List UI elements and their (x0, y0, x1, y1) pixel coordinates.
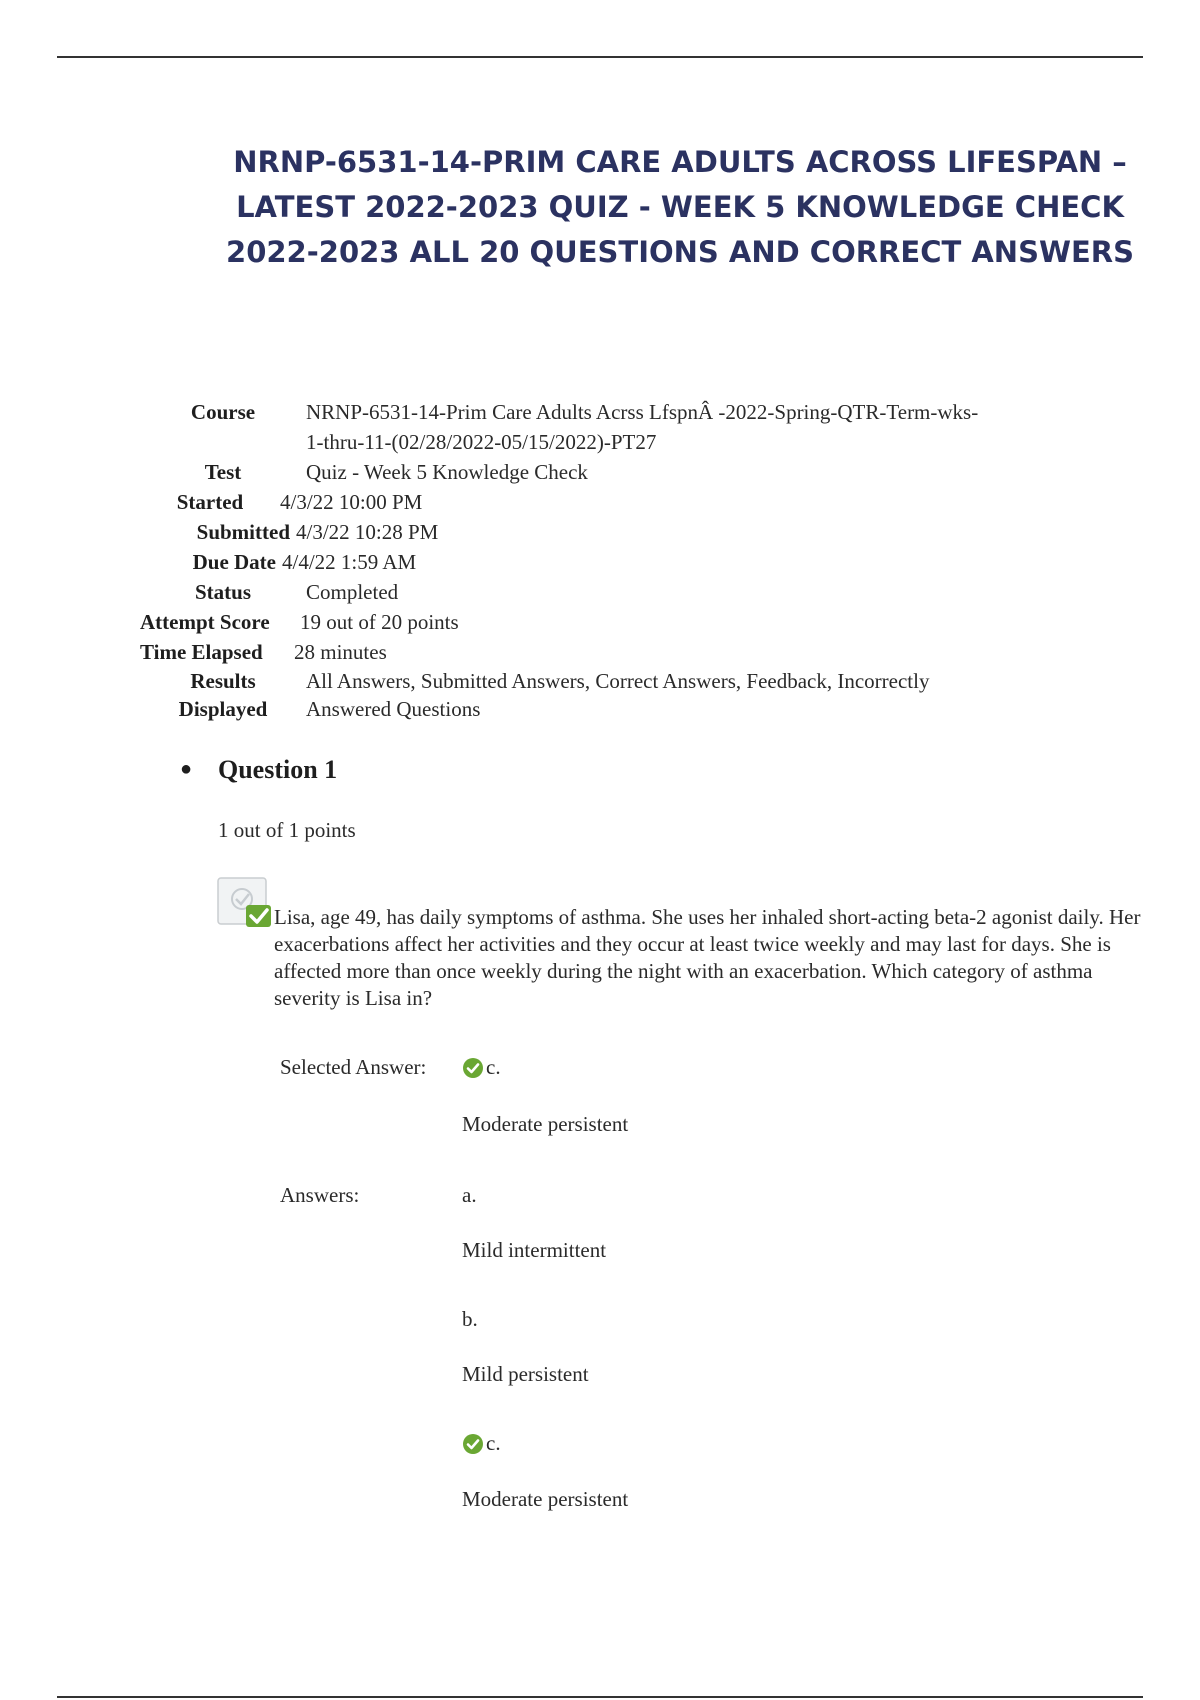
top-rule (57, 56, 1143, 58)
bullet-icon: ● (180, 758, 193, 780)
answer-option-a: a. (462, 1183, 477, 1207)
submitted-row (140, 517, 978, 547)
title-line-3: 2022-2023 ALL 20 QUESTIONS AND CORRECT ANSWERS (226, 235, 1134, 269)
correct-answer-icon (217, 877, 273, 929)
course-row (140, 397, 978, 457)
attempt-score-value: 19 out of 20 points (300, 610, 459, 634)
check-icon (462, 1057, 484, 1079)
answer-option-c: c. (462, 1431, 501, 1456)
status-label: Status (194, 580, 252, 604)
test-label: Test (204, 460, 242, 484)
results-displayed-value: All Answers, Submitted Answers, Correct Answers, Feedback, Incorrectly Answered Questions (306, 669, 930, 721)
due-date-value: 4/4/22 1:59 AM (282, 550, 417, 574)
due-date-label: Due Date (192, 550, 276, 574)
status-row (140, 577, 978, 607)
selected-answer-label: Selected Answer: (280, 1055, 427, 1079)
test-info-table (140, 397, 978, 723)
answer-option-b: b. (462, 1307, 478, 1331)
document-title (210, 140, 1150, 275)
question-points: 1 out of 1 points (218, 818, 356, 842)
status-value: Completed (306, 580, 399, 604)
answer-option-a-text: Mild intermittent (462, 1238, 607, 1262)
started-row (140, 487, 978, 517)
question-text: Lisa, age 49, has daily symptoms of asthma. She uses her inhaled short-acting beta-2 agonist daily. Her exacerbations affect her activities and they occur at least twice weekly and may last for days. She is affected more than once weekly during the night with an exacerbation. Which category of asthma severity is Lisa in? (274, 905, 1141, 1010)
attempt-score-row (140, 607, 978, 637)
answer-option-c-text: Moderate persistent (462, 1487, 629, 1511)
check-icon (462, 1433, 484, 1455)
title-line-1: NRNP-6531-14-PRIM CARE ADULTS ACROSS LIFESPAN – (233, 145, 1127, 179)
selected-answer-text: Moderate persistent (462, 1112, 629, 1136)
bottom-rule (57, 1696, 1143, 1698)
answer-option-b-text: Mild persistent (462, 1362, 589, 1386)
test-row (140, 457, 978, 487)
answers-label: Answers: (280, 1183, 360, 1207)
course-label: Course (190, 400, 256, 424)
attempt-score-label: Attempt Score (140, 610, 270, 634)
submitted-label: Submitted (196, 520, 290, 544)
time-elapsed-row (140, 637, 978, 667)
submitted-value: 4/3/22 10:28 PM (296, 520, 439, 544)
started-label: Started (176, 490, 244, 514)
title-line-2: LATEST 2022-2023 QUIZ - WEEK 5 KNOWLEDGE CHECK (236, 190, 1124, 224)
test-value: Quiz - Week 5 Knowledge Check (306, 460, 588, 484)
time-elapsed-value: 28 minutes (294, 640, 387, 664)
question-heading: ● Question 1 (180, 755, 338, 784)
due-date-row (140, 547, 978, 577)
started-value: 4/3/22 10:00 PM (280, 490, 423, 514)
time-elapsed-label: Time Elapsed (140, 640, 263, 664)
results-displayed-label: Results Displayed (178, 669, 268, 721)
selected-answer-letter: c. (486, 1055, 501, 1079)
selected-answer-item (462, 1055, 501, 1080)
results-displayed-row (140, 667, 978, 723)
course-value: NRNP-6531-14-Prim Care Adults Acrss LfspnÂ -2022-Spring-QTR-Term-wks- 1-thru-11-(02/28/2022-05/15/2022)-PT27 (306, 400, 979, 454)
